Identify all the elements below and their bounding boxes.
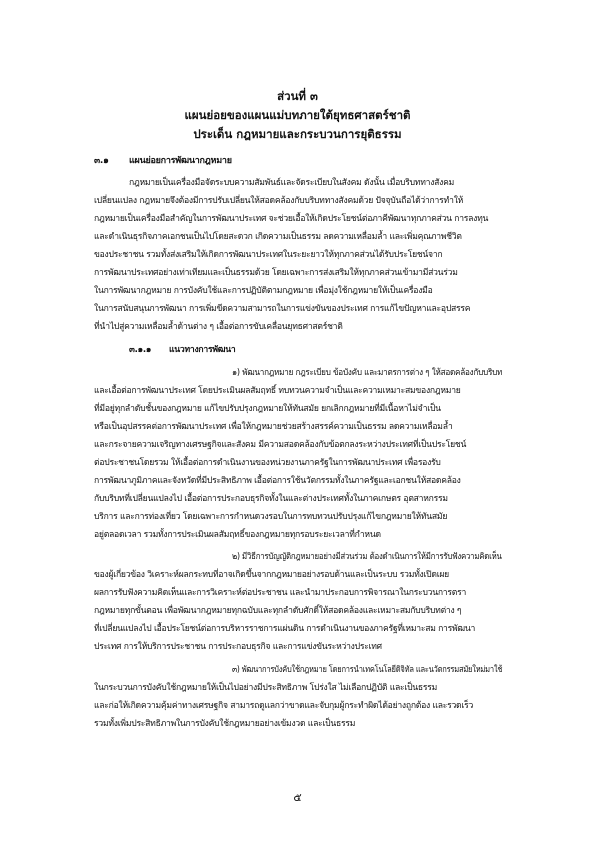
paragraph-line: ๒) มีวิธีการบัญญัติกฎหมายอย่างมีส่วนร่วม ต้องดำเนินการให้มีการรับฟังความคิดเห็น: [232, 552, 502, 562]
paragraph-line: และเอื้อต่อการพัฒนาประเทศ โดยประเมินผลสัมฤทธิ์ ทบทวนความจำเป็นและความเหมาะสมของกฎหมาย: [94, 386, 461, 396]
paragraph-line: ในกระบวนการบังคับใช้กฎหมายให้เป็นไปอย่างมีประสิทธิภาพ โปร่งใส ไม่เลือกปฏิบัติ และเป็นธรรม: [94, 683, 438, 693]
section-number: ๓.๑: [94, 156, 109, 166]
subsection-title: แนวทางการพัฒนา: [169, 345, 236, 355]
paragraph-line: ในการพัฒนากฎหมาย การบังคับใช้และการปฏิบัติตามกฎหมาย เพื่อมุ่งใช้กฎหมายให้เป็นเครื่องมือ: [94, 286, 433, 296]
paragraph-line: และก่อให้เกิดความคุ้มค่าทางเศรษฐกิจ สามารถดูแลกว่าขาดและจับกุมผู้กระทำผิดได้อย่างถูกต้อง และรวดเร็ว: [94, 701, 474, 711]
paragraph-line: ในการสนับสนุนการพัฒนา การเพิ่มขีดความสามารถในการแข่งขันของประเทศ การแก้ไขปัญหาและอุปสรรค: [94, 304, 471, 314]
paragraph-line: ประเทศ การให้บริการประชาชน การประกอบธุรกิจ และการแข่งขันระหว่างประเทศ: [94, 642, 382, 652]
paragraph-line: ๑) พัฒนากฎหมาย กฎระเบียบ ข้อบังคับ และมาตรการต่าง ๆ ให้สอดคล้องกับบริบท: [232, 368, 503, 378]
paragraph-line: การพัฒนาภูมิภาคและจังหวัดที่มีประสิทธิภาพ เอื้อต่อการใช้นวัตกรรมทั้งในภาครัฐและเอกชนให้สอดคล้อง: [94, 476, 461, 486]
paragraph-line: กฎหมายเป็นเครื่องมือจัดระบบความสัมพันธ์และจัดระเบียบในสังคม ดังนั้น เมื่อบริบททางสังคม: [129, 178, 454, 188]
part-heading: ส่วนที่ ๓: [277, 89, 318, 103]
paragraph-line: บริการ และการท่องเที่ยว โดยเฉพาะการกำหนดวงรอบในการทบทวนปรับปรุงแก้ไขกฎหมายให้ทันสมัย: [94, 512, 448, 522]
paragraph-line: กฎหมายทุกขั้นตอน เพื่อพัฒนากฎหมายทุกฉบับและทุกลำดับศักดิ์ให้สอดคล้องและเหมาะสมกับบริบทต่าง ๆ: [94, 606, 462, 616]
paragraph-line: ที่เปลี่ยนแปลงไป เอื้อประโยชน์ต่อการบริหารราชการแผ่นดิน การดำเนินงานของภาครัฐที่เหมาะสม การพัฒนา: [94, 624, 476, 634]
paragraph-line: ของผู้เกี่ยวข้อง วิเคราะห์ผลกระทบที่อาจเกิดขึ้นจากกฎหมายอย่างรอบด้านและเป็นระบบ รวมทั้งเปิดเผย: [94, 570, 449, 580]
paragraph-line: การพัฒนาประเทศอย่างเท่าเทียมและเป็นธรรมด้วย โดยเฉพาะการส่งเสริมให้ทุกภาคส่วนเข้ามามีส่วนร่วม: [94, 268, 458, 278]
paragraph-line: ที่มีอยู่ทุกลำดับชั้นของกฎหมาย แก้ไขปรับปรุงกฎหมายให้ทันสมัย ยกเลิกกฎหมายที่มีเนื้อหาไม่จำเป็น: [94, 404, 441, 414]
paragraph-line: หรือเป็นอุปสรรคต่อการพัฒนาประเทศ เพื่อให้กฎหมายช่วยสร้างสรรค์ความเป็นธรรม ลดความเหลื่อมล้ำ: [94, 422, 453, 432]
paragraph-line: รวมทั้งเพิ่มประสิทธิภาพในการบังคับใช้กฎหมายอย่างเข้มงวด และเป็นธรรม: [94, 719, 356, 729]
plan-title: แผนย่อยของแผนแม่บทภายใต้ยุทธศาสตร์ชาติ: [184, 108, 411, 122]
paragraph-line: กฎหมายเป็นเครื่องมือสำคัญในการพัฒนาประเทศ จะช่วยเอื้อให้เกิดประโยชน์ต่อภาคีพัฒนาทุกภาคส่วน การลงทุน: [94, 214, 489, 224]
issue-title: ประเด็น กฎหมายและกระบวนการยุติธรรม: [193, 127, 402, 141]
paragraph-line: ต่อประชาชนโดยรวม ให้เอื้อต่อการดำเนินงานของหน่วยงานภาครัฐในการพัฒนาประเทศ เพื่อรองรับ: [94, 458, 441, 468]
page-number: ๕: [293, 791, 302, 804]
paragraph-line: ที่นำไปสู่ความเหลื่อมล้ำด้านต่าง ๆ เอื้อต่อการขับเคลื่อนยุทธศาสตร์ชาติ: [94, 322, 343, 332]
section-title: แผนย่อยการพัฒนากฎหมาย: [129, 156, 232, 166]
paragraph-line: และดำเนินธุรกิจภาคเอกชนเป็นไปโดยสะดวก เกิดความเป็นธรรม ลดความเหลื่อมล้ำ และเพิ่มคุณภาพชีวิต: [94, 232, 462, 242]
paragraph-line: ผลการรับฟังความคิดเห็นและการวิเคราะห์ต่อประชาชน และนำมาประกอบการพิจารณาในกระบวนการตรา: [94, 588, 467, 598]
paragraph-line: ๓) พัฒนาการบังคับใช้กฎหมาย โดยการนำเทคโนโลยีดิจิทัล และนวัตกรรมสมัยใหม่มาใช้: [232, 665, 503, 675]
subsection-number: ๓.๑.๑: [129, 345, 152, 355]
paragraph-line: ของประชาชน รวมทั้งส่งเสริมให้เกิดการพัฒนาประเทศในระยะยาวให้ทุกภาคส่วนได้รับประโยชน์จาก: [94, 250, 443, 260]
paragraph-line: เปลี่ยนแปลง กฎหมายจึงต้องมีการปรับเปลี่ยนให้สอดคล้องกับบริบททางสังคมด้วย ปัจจุบันถือได้ว่าการทำให้: [94, 196, 464, 206]
paragraph-line: อยู่ตลอดเวลา รวมทั้งการประเมินผลสัมฤทธิ์ของกฎหมายทุกรอบระยะเวลาที่กำหนด: [94, 530, 381, 540]
paragraph-line: และกระจายความเจริญทางเศรษฐกิจและสังคม มีความสอดคล้องกับข้อตกลงระหว่างประเทศที่เป็นประโยชน์: [94, 440, 467, 450]
paragraph-line: กับบริบทที่เปลี่ยนแปลงไป เอื้อต่อการประกอบธุรกิจทั้งในและต่างประเทศทั้งในภาคเกษตร อุตสาหกรรม: [94, 494, 448, 504]
